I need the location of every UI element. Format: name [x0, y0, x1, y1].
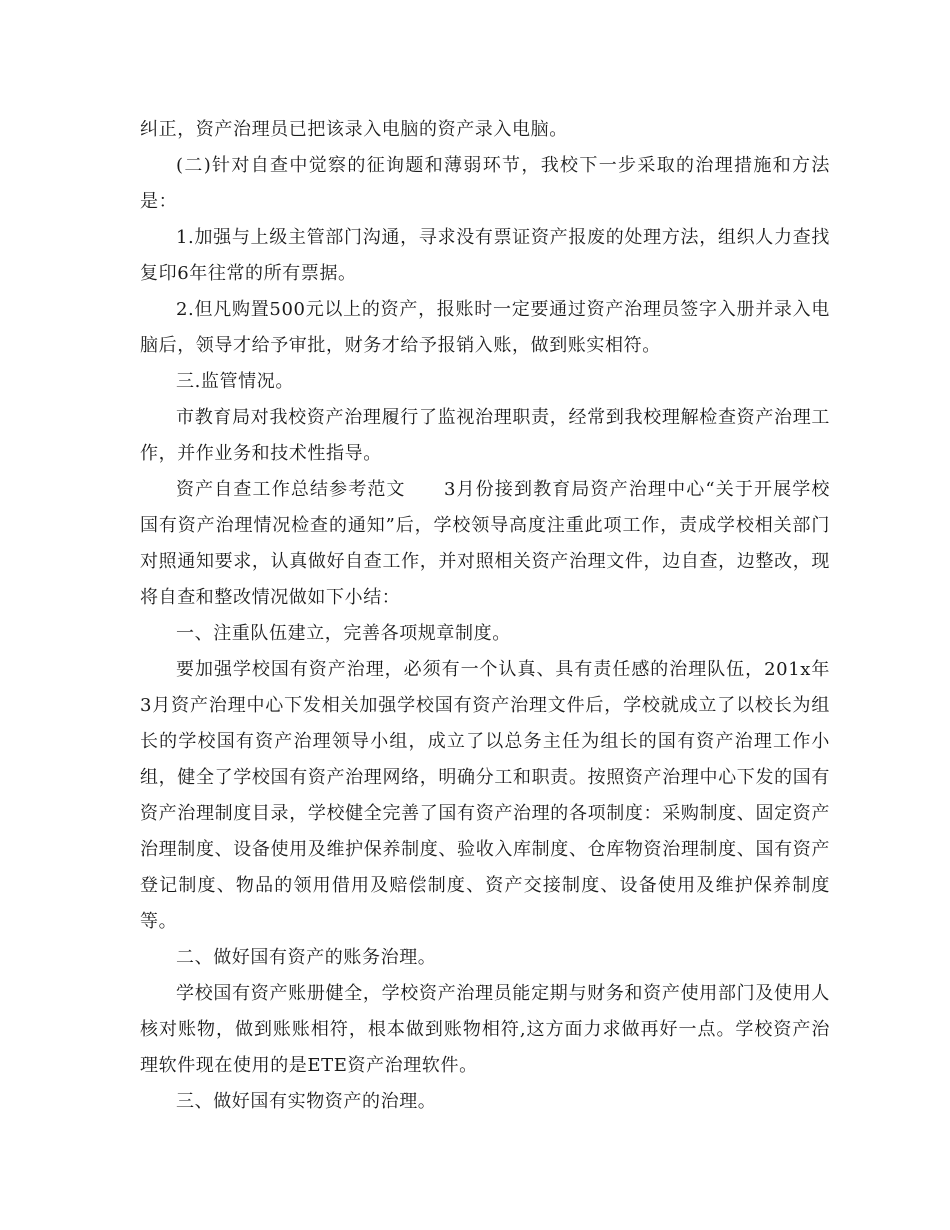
paragraph-6: 市教育局对我校资产治理履行了监视治理职责，经常到我校理解检查资产治理工作，并作业务和技术性指导。 [140, 407, 830, 464]
paragraph-2: (二)针对自查中觉察的征询题和薄弱环节，我校下一步采取的治理措施和方法是： [140, 155, 830, 212]
document-body [140, 112, 830, 1120]
paragraph-9: 要加强学校国有资产治理，必须有一个认真、具有责任感的治理队伍，201x年3月资产治理中心下发相关加强学校国有资产治理文件后，学校就成立了以校长为组长的学校国有资产治理领导小组，成立了以总务主任为组长的国有资产治理工作小组，健全了学校国有资产治理网络，明确分工和职责。按照资产治理中心下发的国有资产治理制度目录，学校健全完善了国有资产治理的各项制度：采购制度、固定资产治理制度、设备使用及维护保养制度、验收入库制度、仓库物资治理制度、国有资产登记制度、物品的领用借用及赔偿制度、资产交接制度、设备使用及维护保养制度等。 [140, 659, 830, 932]
section-heading-supervision: 三.监管情况。 [176, 371, 294, 392]
section-heading-physical-assets: 三、做好国有实物资产的治理。 [176, 1091, 437, 1112]
paragraph-7: 资产自查工作总结参考范文 3月份接到教育局资产治理中心“关于开展学校国有资产治理情况检查的通知”后，学校领导高度注重此项工作，责成学校相关部门对照通知要求，认真做好自查工作，并对照相关资产治理文件，边自查，边整改，现将自查和整改情况做如下小结： [140, 479, 830, 608]
section-heading-accounts: 二、做好国有资产的账务治理。 [176, 947, 437, 968]
paragraph-11: 学校国有资产账册健全，学校资产治理员能定期与财务和资产使用部门及使用人核对账物，做到账账相符，根本做到账物相符,这方面力求做再好一点。学校资产治理软件现在使用的是ETE资产治理软件。 [140, 983, 830, 1076]
paragraph-3: 1.加强与上级主管部门沟通，寻求没有票证资产报废的处理方法，组织人力查找复印6年往常的所有票据。 [140, 227, 830, 284]
paragraph-1: 纠正，资产治理员已把该录入电脑的资产录入电脑。 [140, 119, 568, 140]
paragraph-4: 2.但凡购置500元以上的资产，报账时一定要通过资产治理员签字入册并录入电脑后，领导才给予审批，财务才给予报销入账，做到账实相符。 [140, 299, 830, 356]
section-heading-team: 一、注重队伍建立，完善各项规章制度。 [176, 623, 511, 644]
